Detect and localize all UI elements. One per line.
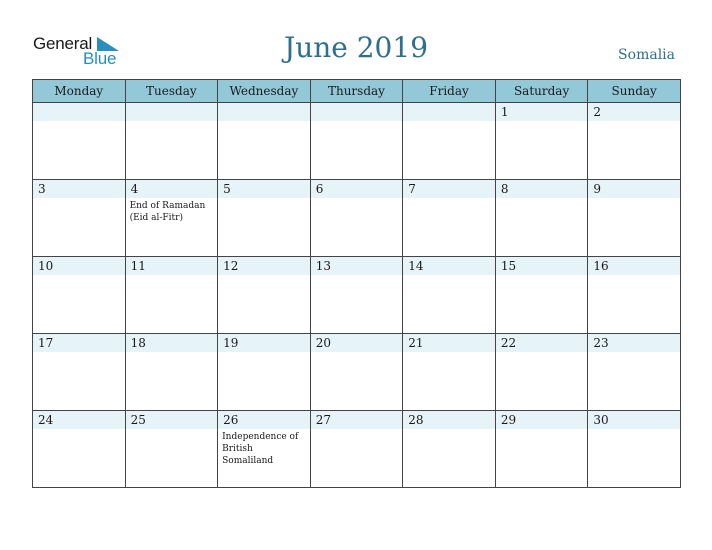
weekday-header: Saturday — [495, 80, 588, 103]
day-cell — [310, 411, 403, 488]
day-cell — [125, 180, 218, 257]
day-cell — [218, 257, 311, 334]
day-cell — [310, 334, 403, 411]
day-cell-band — [311, 180, 403, 198]
day-cell — [218, 334, 311, 411]
day-cell-band — [403, 180, 495, 198]
weekday-header: Monday — [33, 80, 126, 103]
day-cell — [310, 257, 403, 334]
day-number: 11 — [130, 259, 146, 273]
day-cell — [495, 257, 588, 334]
country-name: Somalia — [618, 47, 675, 63]
day-number: 5 — [223, 182, 231, 196]
day-cell — [403, 411, 496, 488]
day-number: 17 — [38, 336, 54, 350]
day-number: 26 — [223, 413, 239, 427]
day-cell — [218, 180, 311, 257]
week-row — [33, 180, 681, 257]
weekday-header: Thursday — [310, 80, 403, 103]
day-number: 6 — [315, 182, 324, 196]
day-cell — [125, 334, 218, 411]
calendar-title: June 2019 — [283, 31, 429, 64]
day-cell — [403, 180, 496, 257]
day-number: 21 — [408, 336, 424, 350]
day-cell — [588, 411, 681, 488]
day-cell-band — [403, 103, 495, 121]
day-number: 9 — [593, 182, 602, 196]
day-number: 29 — [500, 413, 517, 427]
day-number: 23 — [593, 336, 609, 350]
day-number: 18 — [130, 336, 146, 350]
day-number: 2 — [593, 105, 602, 119]
day-cell-band — [496, 180, 588, 198]
day-number: 22 — [500, 336, 517, 350]
day-cell-band — [588, 180, 680, 198]
day-number: 14 — [408, 259, 424, 273]
week-row — [33, 257, 681, 334]
day-cell — [125, 257, 218, 334]
day-cell-band — [218, 103, 310, 121]
day-number: 7 — [408, 182, 416, 196]
day-number: 12 — [223, 259, 239, 273]
holiday-label: Independence of British Somaliland — [222, 432, 299, 466]
day-number: 4 — [130, 182, 139, 196]
day-number: 25 — [130, 413, 146, 427]
day-cell — [218, 103, 311, 180]
calendar-grid — [32, 79, 681, 488]
day-cell — [33, 180, 126, 257]
week-row — [33, 103, 681, 180]
day-number: 16 — [593, 259, 609, 273]
logo-word-general: General — [33, 34, 93, 53]
logo-word-blue: Blue — [83, 49, 117, 68]
week-row — [33, 411, 681, 488]
day-number: 30 — [593, 413, 609, 427]
day-cell — [33, 411, 126, 488]
day-cell-band — [588, 103, 680, 121]
weekday-header: Tuesday — [125, 80, 218, 103]
day-number: 24 — [38, 413, 54, 427]
day-cell — [495, 180, 588, 257]
day-number: 8 — [500, 182, 509, 196]
day-number: 13 — [315, 259, 331, 273]
day-cell — [125, 103, 218, 180]
weekday-header: Wednesday — [218, 80, 311, 103]
day-number: 10 — [38, 259, 54, 273]
day-number: 28 — [408, 413, 424, 427]
day-cell-band — [218, 180, 310, 198]
day-number: 20 — [315, 336, 331, 350]
day-cell — [588, 334, 681, 411]
week-row — [33, 334, 681, 411]
day-cell — [218, 411, 311, 488]
day-cell — [588, 103, 681, 180]
weekday-header: Sunday — [588, 80, 681, 103]
day-cell — [310, 103, 403, 180]
day-cell-band — [496, 103, 588, 121]
day-cell-band — [126, 103, 218, 121]
day-cell-band — [33, 180, 125, 198]
day-cell — [33, 103, 126, 180]
holiday-label: End of Ramadan (Eid al-Fitr) — [129, 201, 206, 223]
day-cell-band — [311, 103, 403, 121]
day-number: 15 — [500, 259, 517, 273]
weekday-header-row — [33, 80, 681, 103]
day-cell — [403, 103, 496, 180]
day-cell — [588, 257, 681, 334]
day-cell — [403, 257, 496, 334]
day-cell — [495, 103, 588, 180]
day-number: 27 — [315, 413, 331, 427]
day-cell — [495, 411, 588, 488]
day-cell — [33, 334, 126, 411]
day-cell — [310, 180, 403, 257]
day-cell-band — [33, 103, 125, 121]
day-cell-band — [126, 180, 218, 198]
day-cell — [33, 257, 126, 334]
day-cell — [125, 411, 218, 488]
day-number: 3 — [38, 182, 46, 196]
day-number: 1 — [500, 105, 509, 119]
weekday-header: Friday — [403, 80, 496, 103]
day-cell — [588, 180, 681, 257]
day-cell — [495, 334, 588, 411]
day-number: 19 — [223, 336, 239, 350]
day-cell — [403, 334, 496, 411]
